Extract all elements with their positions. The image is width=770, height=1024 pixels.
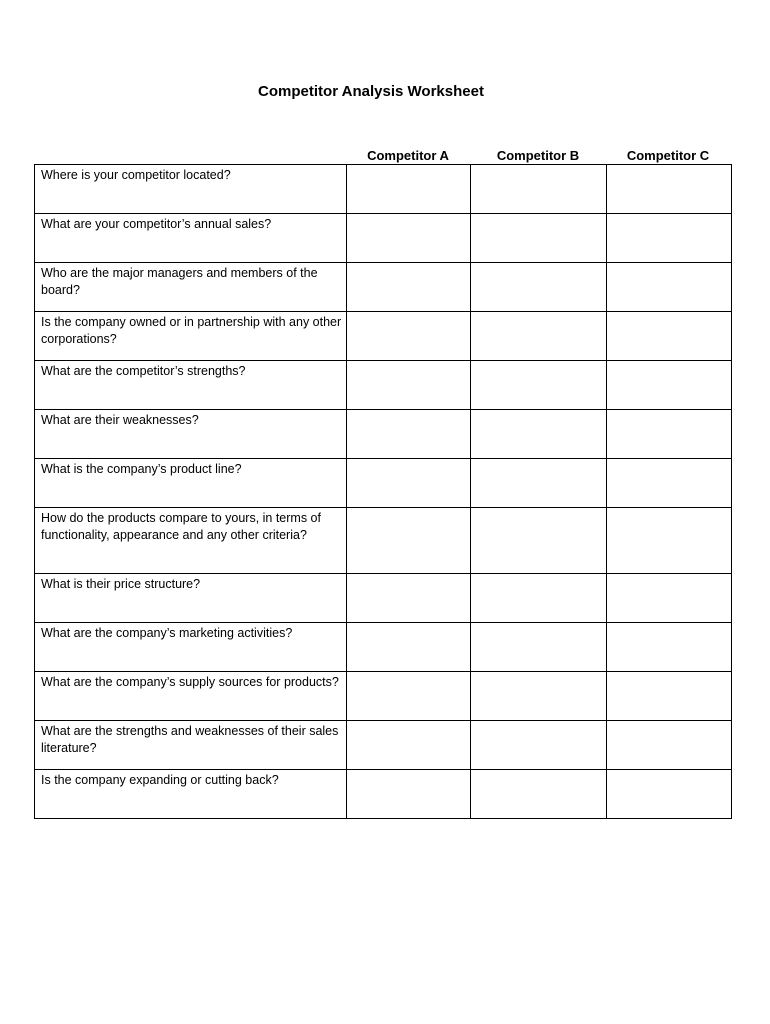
table-row: [35, 721, 732, 770]
question-cell: What are the company’s supply sources for products?: [35, 672, 347, 721]
answer-cell-competitor-b[interactable]: [471, 165, 607, 214]
answer-cell-competitor-b[interactable]: [471, 574, 607, 623]
question-cell: What are their weaknesses?: [35, 410, 347, 459]
answer-cell-competitor-c[interactable]: [607, 623, 732, 672]
question-cell: How do the products compare to yours, in terms of functionality, appearance and any other criteria?: [35, 508, 347, 574]
worksheet-table: [34, 164, 732, 819]
answer-cell-competitor-c[interactable]: [607, 312, 732, 361]
answer-cell-competitor-a[interactable]: [347, 574, 471, 623]
answer-cell-competitor-a[interactable]: [347, 263, 471, 312]
question-cell: Is the company expanding or cutting back?: [35, 770, 347, 819]
table-row: [35, 459, 732, 508]
answer-cell-competitor-c[interactable]: [607, 508, 732, 574]
question-cell: What is the company’s product line?: [35, 459, 347, 508]
table-row: [35, 165, 732, 214]
answer-cell-competitor-a[interactable]: [347, 459, 471, 508]
page-title: Competitor Analysis Worksheet: [258, 83, 484, 100]
answer-cell-competitor-c[interactable]: [607, 574, 732, 623]
answer-cell-competitor-c[interactable]: [607, 410, 732, 459]
table-row: [35, 672, 732, 721]
table-row: [35, 574, 732, 623]
answer-cell-competitor-c[interactable]: [607, 672, 732, 721]
table-row: [35, 214, 732, 263]
answer-cell-competitor-b[interactable]: [471, 410, 607, 459]
answer-cell-competitor-c[interactable]: [607, 263, 732, 312]
column-header-competitor-b: Competitor B: [496, 148, 580, 163]
answer-cell-competitor-b[interactable]: [471, 623, 607, 672]
column-header-competitor-a: Competitor A: [367, 148, 449, 163]
answer-cell-competitor-a[interactable]: [347, 623, 471, 672]
question-cell: Is the company owned or in partnership with any other corporations?: [35, 312, 347, 361]
table-row: [35, 312, 732, 361]
answer-cell-competitor-b[interactable]: [471, 459, 607, 508]
answer-cell-competitor-a[interactable]: [347, 165, 471, 214]
answer-cell-competitor-b[interactable]: [471, 361, 607, 410]
answer-cell-competitor-b[interactable]: [471, 508, 607, 574]
answer-cell-competitor-b[interactable]: [471, 721, 607, 770]
table-row: [35, 770, 732, 819]
answer-cell-competitor-c[interactable]: [607, 214, 732, 263]
answer-cell-competitor-a[interactable]: [347, 214, 471, 263]
answer-cell-competitor-a[interactable]: [347, 508, 471, 574]
question-cell: What are the competitor’s strengths?: [35, 361, 347, 410]
answer-cell-competitor-c[interactable]: [607, 361, 732, 410]
answer-cell-competitor-a[interactable]: [347, 410, 471, 459]
answer-cell-competitor-b[interactable]: [471, 312, 607, 361]
table-row: [35, 263, 732, 312]
question-cell: Where is your competitor located?: [35, 165, 347, 214]
question-cell: What are your competitor’s annual sales?: [35, 214, 347, 263]
answer-cell-competitor-c[interactable]: [607, 459, 732, 508]
table-row: [35, 361, 732, 410]
table-row: [35, 623, 732, 672]
question-cell: Who are the major managers and members of the board?: [35, 263, 347, 312]
question-cell: What are the strengths and weaknesses of their sales literature?: [35, 721, 347, 770]
column-header-competitor-c: Competitor C: [626, 148, 710, 163]
answer-cell-competitor-a[interactable]: [347, 721, 471, 770]
table-row: [35, 410, 732, 459]
answer-cell-competitor-c[interactable]: [607, 721, 732, 770]
answer-cell-competitor-a[interactable]: [347, 770, 471, 819]
answer-cell-competitor-b[interactable]: [471, 672, 607, 721]
answer-cell-competitor-a[interactable]: [347, 672, 471, 721]
answer-cell-competitor-c[interactable]: [607, 770, 732, 819]
answer-cell-competitor-a[interactable]: [347, 361, 471, 410]
answer-cell-competitor-a[interactable]: [347, 312, 471, 361]
answer-cell-competitor-c[interactable]: [607, 165, 732, 214]
answer-cell-competitor-b[interactable]: [471, 263, 607, 312]
question-cell: What are the company’s marketing activities?: [35, 623, 347, 672]
table-row: [35, 508, 732, 574]
answer-cell-competitor-b[interactable]: [471, 214, 607, 263]
question-cell: What is their price structure?: [35, 574, 347, 623]
answer-cell-competitor-b[interactable]: [471, 770, 607, 819]
